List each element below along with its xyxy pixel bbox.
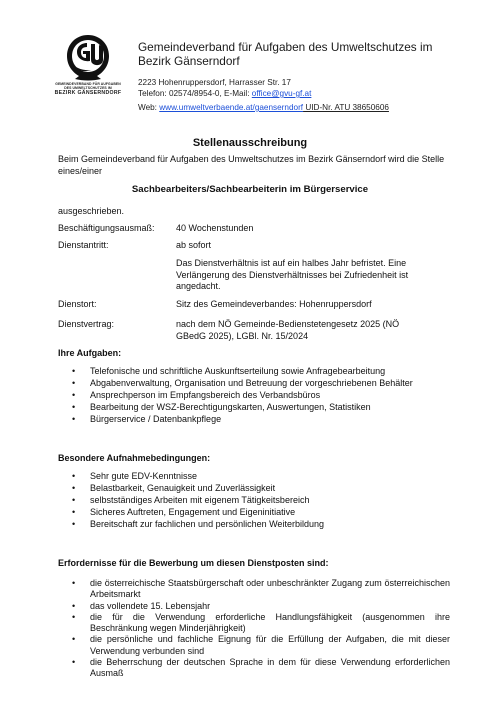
- organization-header: [138, 40, 458, 113]
- uid-number: UID-Nr. ATU 38650606: [303, 103, 389, 112]
- intro-text: Beim Gemeindeverband für Aufgaben des Umweltschutzes im Bezirk Gänserndorf wird die Stelle eines/einer: [58, 154, 445, 176]
- web-line: [138, 103, 458, 113]
- logo-text-line: BEZIRK GÄNSERNDORF: [54, 90, 122, 97]
- list-item: • Bereitschaft zur fachlichen und persönlichen Weiterbildung: [70, 518, 450, 530]
- web-label: Web:: [138, 103, 160, 112]
- aufnahme-list: [70, 470, 450, 530]
- logo-text-line: GEMEINDEVERBAND FÜR AUFGABEN: [55, 82, 121, 86]
- list-item: • das vollendete 15. Lebensjahr: [70, 601, 450, 612]
- phone-label: Telefon: 02574/8954-0, E-Mail:: [138, 89, 252, 98]
- list-item: • Bearbeitung der WSZ-Berechtigungskarten, Auswertungen, Statistiken: [70, 401, 450, 413]
- detail-label: Dienstort:: [58, 299, 97, 309]
- detail-value: ab sofort: [176, 240, 212, 250]
- list-item: • Sehr gute EDV-Kenntnisse: [70, 470, 450, 482]
- organization-name: Gemeindeverband für Aufgaben des Umweltschutzes im Bezirk Gänserndorf: [138, 40, 433, 68]
- section-heading-erfordernisse: Erfordernisse für die Bewerbung um diesen Dienstposten sind:: [58, 558, 329, 568]
- aufgaben-list: [70, 365, 450, 425]
- list-item: • Belastbarkeit, Genauigkeit und Zuverlässigkeit: [70, 482, 450, 494]
- contact-line: [138, 88, 458, 99]
- page-title: Stellenausschreibung: [192, 137, 308, 149]
- logo-text-line: DES UMWELTSCHUTZES IM: [64, 86, 112, 91]
- email-link[interactable]: office@gvu-gf.at: [251, 89, 312, 98]
- list-item: • Ansprechperson im Empfangsbereich des Verbandsbüros: [70, 389, 450, 401]
- ausgeschrieben-text: ausgeschrieben.: [58, 206, 125, 216]
- list-item: • Sicheres Auftreten, Engagement und Eigeninitiative: [70, 506, 450, 518]
- list-item: • Bürgerservice / Datenbankpflege: [70, 413, 450, 425]
- gvu-logo-icon: [63, 32, 113, 82]
- detail-value: Das Dienstverhältnis ist auf ein halbes Jahr befristet. Eine Verlängerung des Dienstverhältnisses bei Zufriedenheit ist angedacht.: [176, 258, 409, 291]
- list-item: • die persönliche und fachliche Eignung für die Erfüllung der Aufgaben, die mit dieser Verwendung verbunden sind: [70, 634, 450, 657]
- detail-value: Sitz des Gemeindeverbandes: Hohenruppersdorf: [176, 299, 372, 309]
- list-item: • die für die Verwendung erforderliche Handlungsfähigkeit (ausgenommen ihre Beschränkung wegen Minderjährigkeit): [70, 612, 450, 635]
- detail-label: Beschäftigungsausmaß:: [58, 223, 155, 233]
- list-item: • Abgabenverwaltung, Organisation und Betreuung der vorgeschriebenen Behälter: [70, 377, 450, 389]
- section-heading-aufgaben: Ihre Aufgaben:: [58, 348, 122, 358]
- list-item: • die Beherrschung der deutschen Sprache in dem für diese Verwendung erforderlichen Ausmaß: [70, 657, 450, 680]
- list-item: • Telefonische und schriftliche Auskunftserteilung sowie Anfragebearbeitung: [70, 365, 450, 377]
- list-item: • die österreichische Staatsbürgerschaft oder unbeschränkter Zugang zum österreichischen Arbeitsmarkt: [70, 578, 450, 601]
- position-title: Sachbearbeiters/Sachbearbeiterin im Bürgerservice: [131, 184, 369, 195]
- list-item: • selbstständiges Arbeiten mit eigenem Tätigkeitsbereich: [70, 494, 450, 506]
- address: 2223 Hohenruppersdorf, Harrasser Str. 17: [138, 78, 291, 87]
- detail-value: nach dem NÖ Gemeinde-Bedienstetengesetz 2025 (NÖ GBedG 2025), LGBl. Nr. 15/2024: [176, 319, 400, 341]
- erfordernisse-list: [70, 578, 450, 680]
- organization-logo: [50, 32, 126, 96]
- detail-label: Dienstvertrag:: [58, 319, 115, 329]
- section-heading-aufnahme: Besondere Aufnahmebedingungen:: [58, 453, 211, 463]
- address-block: [138, 77, 458, 99]
- web-link[interactable]: www.umweltverbaende.at/gaenserndorf: [159, 103, 304, 112]
- detail-value: 40 Wochenstunden: [176, 223, 254, 233]
- detail-label: Dienstantritt:: [58, 240, 109, 250]
